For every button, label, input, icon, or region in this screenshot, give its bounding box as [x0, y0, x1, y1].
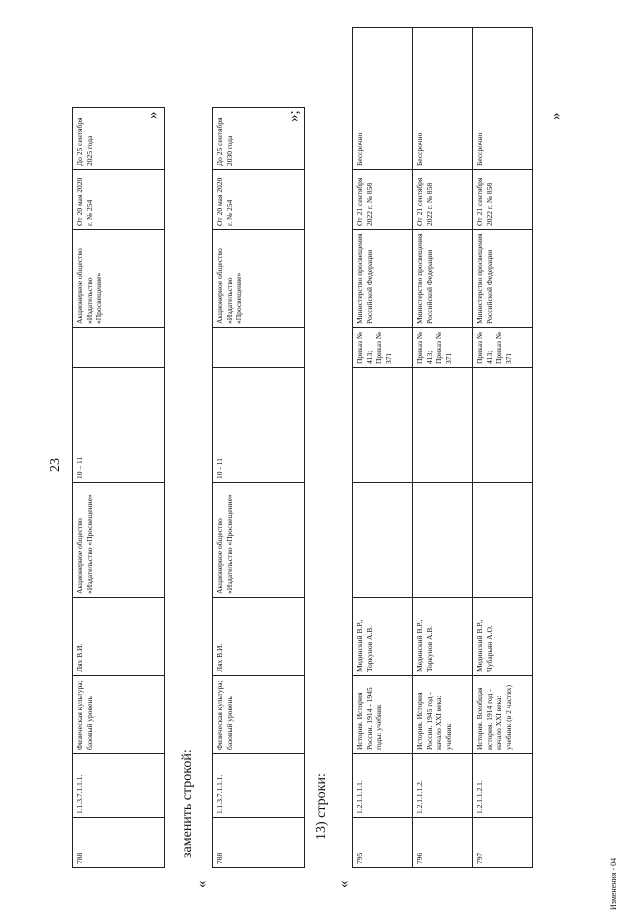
cell-code: 1.2.1.1.1.1.: [353, 754, 413, 818]
closing-quote: »: [145, 111, 161, 119]
cell-owner: Министерство просвещения Российской Федерации: [473, 230, 533, 328]
closing-quote: »: [548, 112, 564, 120]
cell-grades: [353, 368, 413, 483]
cell-code: 1.1.3.7.1.1.1.: [73, 754, 165, 818]
table-row: [73, 108, 165, 868]
cell-publisher: Акционерное общество «Издательство «Просвещение»: [73, 483, 165, 598]
table-rows-13: [352, 27, 533, 868]
opening-quote: «: [194, 880, 210, 888]
cell-owner: Министерство просвещения Российской Федерации: [353, 230, 413, 328]
cell-grades: [413, 368, 473, 483]
cell-title: История. История России. 1914 - 1945 годы: учебник: [353, 676, 413, 754]
cell-approval: От 20 мая 2020 г. № 254: [213, 170, 305, 230]
cell-order: Приказ № 413; Приказ № 371: [473, 328, 533, 368]
page-number: 23: [48, 458, 63, 472]
cell-publisher: [413, 483, 473, 598]
cell-authors: Мединский В.Р., Чубарьян А.О.: [473, 598, 533, 676]
table-row: [473, 28, 533, 868]
cell-authors: Мединский В.Р., Торкунов А.В.: [353, 598, 413, 676]
cell-valid-until: До 25 сентября 2030 года: [213, 108, 305, 170]
cell-title: Физическая культура; базовый уровень: [213, 676, 305, 754]
cell-num: 788: [213, 818, 305, 868]
table-row: [413, 28, 473, 868]
cell-owner: Министерство просвещения Российской Федерации: [413, 230, 473, 328]
cell-order: Приказ № 413; Приказ № 371: [353, 328, 413, 368]
cell-code: 1.2.1.1.2.1.: [473, 754, 533, 818]
caption-replace-row: заменить строкой:: [180, 749, 195, 858]
cell-num: 797: [473, 818, 533, 868]
cell-valid-until: Бессрочно: [413, 28, 473, 170]
cell-code: 1.2.1.1.1.2.: [413, 754, 473, 818]
opening-quote: «: [336, 880, 352, 888]
cell-authors: Лях В.И.: [213, 598, 305, 676]
cell-approval: От 21 сентября 2022 г. № 858: [413, 170, 473, 230]
cell-code: 1.1.3.7.1.1.1.: [213, 754, 305, 818]
cell-valid-until: До 25 сентября 2025 года: [73, 108, 165, 170]
cell-publisher: [473, 483, 533, 598]
cell-order: [213, 328, 305, 368]
closing-quote-semicolon: »;: [286, 110, 302, 122]
table-row: [213, 108, 305, 868]
cell-num: 796: [413, 818, 473, 868]
cell-publisher: Акционерное общество «Издательство «Просвещение»: [213, 483, 305, 598]
cell-approval: От 21 сентября 2022 г. № 858: [473, 170, 533, 230]
cell-valid-until: Бессрочно: [353, 28, 413, 170]
cell-authors: Лях В.И.: [73, 598, 165, 676]
cell-approval: От 20 мая 2020 г. № 254: [73, 170, 165, 230]
cell-num: 795: [353, 818, 413, 868]
caption-rows-13: 13) строки:: [314, 773, 329, 840]
cell-approval: От 21 сентября 2022 г. № 858: [353, 170, 413, 230]
cell-authors: Мединский В.Р., Торкунов А.В.: [413, 598, 473, 676]
table-old-row: [72, 107, 165, 868]
cell-grades: 10 – 11: [73, 368, 165, 483]
cell-grades: 10 - 11: [213, 368, 305, 483]
cell-publisher: [353, 483, 413, 598]
cell-owner: Акционерное общество «Издательство «Просвещение»: [73, 230, 165, 328]
cell-title: Физическая культура; базовый уровень: [73, 676, 165, 754]
footer-revision: Изменения - 04: [609, 857, 618, 910]
cell-num: 788: [73, 818, 165, 868]
table-new-row: [212, 107, 305, 868]
cell-grades: [473, 368, 533, 483]
cell-title: История. Всеобщая история. 1914 год - начало XXI века: учебник (в 2 частях): [473, 676, 533, 754]
cell-order: Приказ № 413; Приказ № 371: [413, 328, 473, 368]
table-row: [353, 28, 413, 868]
cell-owner: Акционерное общество «Издательство «Просвещение»: [213, 230, 305, 328]
cell-order: [73, 328, 165, 368]
cell-valid-until: Бессрочно: [473, 28, 533, 170]
cell-title: История. История России. 1945 год - начало XXI века: учебник: [413, 676, 473, 754]
